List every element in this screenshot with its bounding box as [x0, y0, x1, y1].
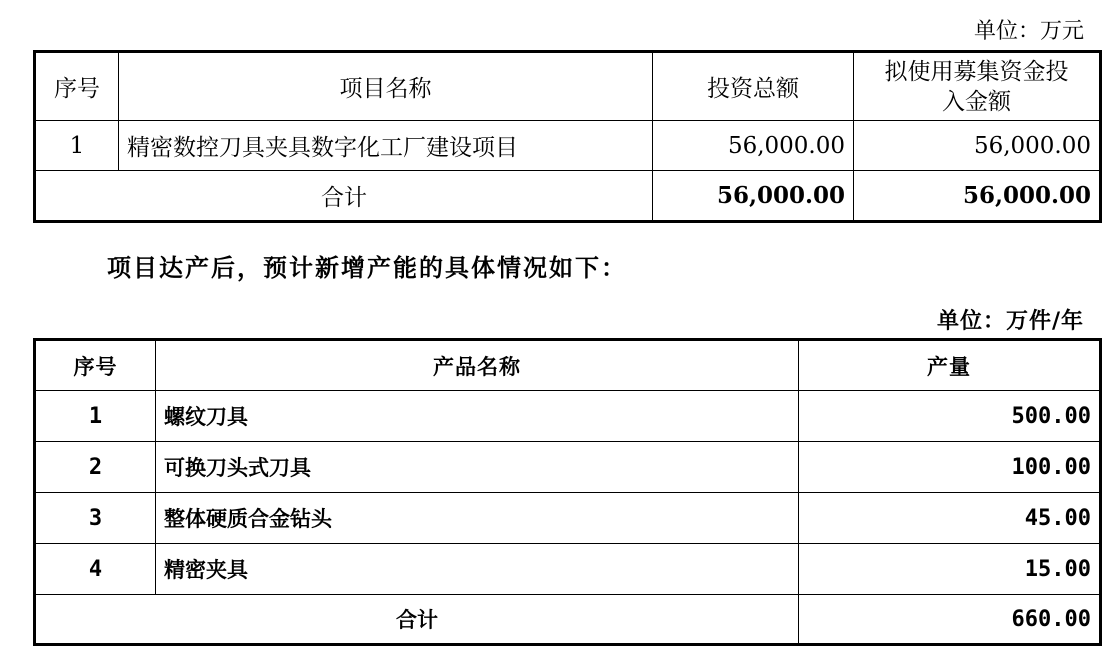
row-quantity: 100.00 [799, 442, 1101, 493]
table-row [35, 493, 1101, 544]
header-raised-funds-line1: 拟使用募集资金投 [884, 58, 1069, 85]
capacity-table [33, 338, 1102, 646]
capacity-unit-label: 单位：万件/年 [936, 309, 1084, 334]
table-row [35, 544, 1101, 595]
row-index: 2 [35, 442, 156, 493]
row-index: 1 [35, 391, 156, 442]
row-product-name: 精密夹具 [156, 544, 799, 595]
row-index: 3 [35, 493, 156, 544]
total-row [35, 595, 1101, 645]
header-total-investment: 投资总额 [653, 52, 854, 121]
capacity-intro-paragraph: 项目达产后，预计新增产能的具体情况如下： [107, 254, 627, 282]
row-project-name: 精密数控刀具夹具数字化工厂建设项目 [119, 121, 653, 171]
total-label: 合计 [35, 171, 653, 222]
row-quantity: 45.00 [799, 493, 1101, 544]
total-investment-sum: 56,000.00 [653, 171, 854, 222]
header-index: 序号 [35, 52, 119, 121]
row-raised-funds: 56,000.00 [854, 121, 1101, 171]
header-quantity: 产量 [799, 340, 1101, 391]
row-index: 4 [35, 544, 156, 595]
investment-unit-label: 单位：万元 [973, 19, 1084, 44]
investment-table-header-row [35, 52, 1101, 121]
row-index: 1 [35, 121, 119, 171]
row-quantity: 500.00 [799, 391, 1101, 442]
row-product-name: 螺纹刀具 [156, 391, 799, 442]
row-product-name: 可换刀头式刀具 [156, 442, 799, 493]
capacity-table-header-row [35, 340, 1101, 391]
header-raised-funds [854, 52, 1101, 121]
header-project-name: 项目名称 [119, 52, 653, 121]
row-product-name: 整体硬质合金钻头 [156, 493, 799, 544]
row-quantity: 15.00 [799, 544, 1101, 595]
table-row [35, 391, 1101, 442]
header-raised-funds-line2: 入金额 [942, 88, 1011, 115]
table-row [35, 121, 1101, 171]
header-product-name: 产品名称 [156, 340, 799, 391]
row-total-investment: 56,000.00 [653, 121, 854, 171]
total-quantity-sum: 660.00 [799, 595, 1101, 645]
investment-table [33, 50, 1102, 223]
total-row [35, 171, 1101, 222]
total-label: 合计 [35, 595, 799, 645]
total-raised-sum: 56,000.00 [854, 171, 1101, 222]
header-index: 序号 [35, 340, 156, 391]
table-row [35, 442, 1101, 493]
